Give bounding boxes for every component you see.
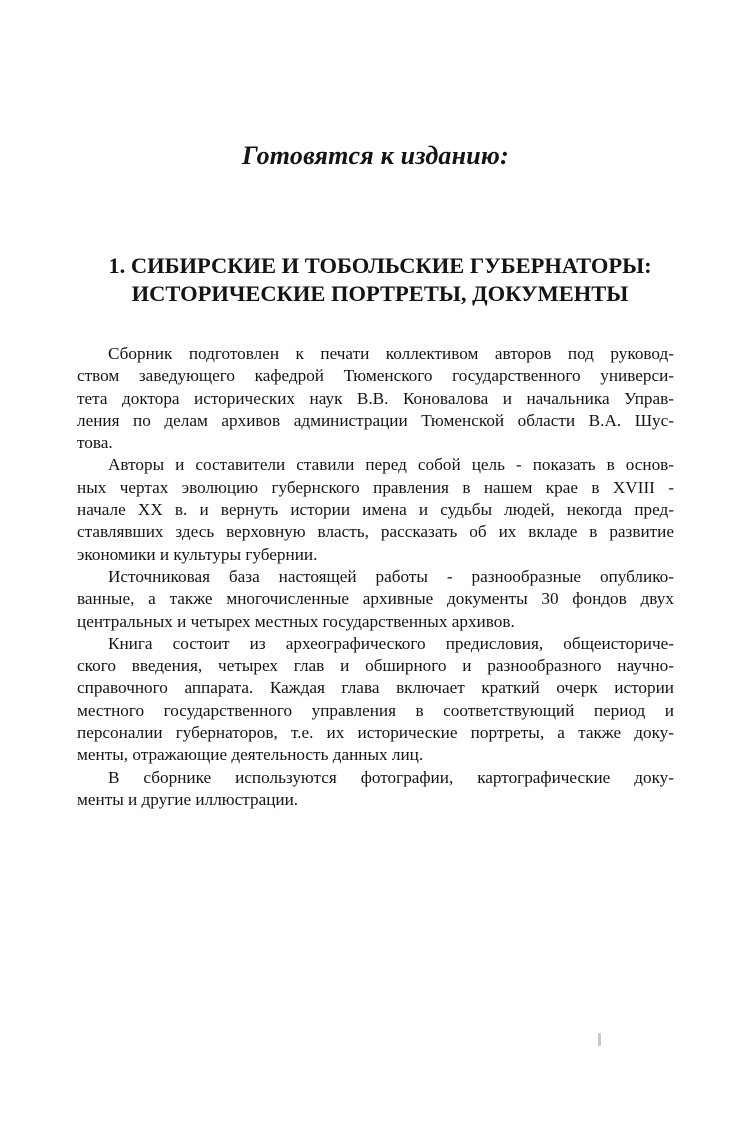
paragraph (77, 566, 674, 633)
text-line: тета доктора исторических наук В.В. Коновалова и начальника Управ- (77, 388, 674, 408)
paragraph (77, 633, 674, 767)
page-heading: Готовятся к изданию: (242, 141, 509, 170)
text-line: центральных и четырех местных государственных архивов. (77, 611, 515, 631)
text-line: персоналии губернаторов, т.е. их исторические портреты, а также доку- (77, 723, 674, 743)
text-line: ставлявших здесь верховную власть, рассказать об их вкладе в развитие (77, 522, 674, 542)
text-line: начале XX в. и вернуть истории имена и судьбы людей, некогда пред- (77, 500, 674, 520)
scan-mark (598, 1033, 601, 1046)
text-line: экономики и культуры губернии. (77, 544, 318, 564)
text-line: менты, отражающие деятельность данных лиц. (77, 745, 424, 765)
book-title (60, 252, 700, 308)
text-line: Источниковая база настоящей работы - разнообразные опублико- (108, 566, 674, 586)
paragraph (77, 767, 674, 812)
text-line: Сборник подготовлен к печати коллективом авторов под руковод- (108, 344, 674, 363)
paragraph (77, 454, 674, 565)
text-line: справочного аппарата. Каждая глава включает краткий очерк истории (77, 678, 674, 698)
text-line: ления по делам архивов администрации Тюменской области В.А. Шус- (77, 410, 674, 430)
text-line: Авторы и составители ставили перед собой цель - показать в основ- (108, 455, 674, 475)
paragraph (77, 343, 674, 454)
text-line: менты и другие иллюстрации. (77, 789, 299, 809)
book-title-line: ИСТОРИЧЕСКИЕ ПОРТРЕТЫ, ДОКУМЕНТЫ (131, 281, 629, 306)
text-line: местного государственного управления в соответствующий период и (77, 700, 674, 720)
book-title-line: 1. СИБИРСКИЕ И ТОБОЛЬСКИЕ ГУБЕРНАТОРЫ: (108, 253, 652, 278)
text-line: В сборнике используются фотографии, картографические доку- (108, 767, 674, 787)
text-line: ных чертах эволюцию губернского правления в нашем крае в XVIII - (77, 477, 674, 497)
text-line: ством заведующего кафедрой Тюменского государственного универси- (77, 366, 674, 386)
text-line: Книга состоит из археографического предисловия, общеисториче- (108, 633, 674, 653)
text-line: ского введения, четырех глав и обширного и разнообразного научно- (77, 656, 674, 676)
text-line: ванные, а также многочисленные архивные документы 30 фондов двух (77, 589, 674, 609)
book-description (77, 343, 674, 811)
text-line: това. (77, 433, 113, 453)
